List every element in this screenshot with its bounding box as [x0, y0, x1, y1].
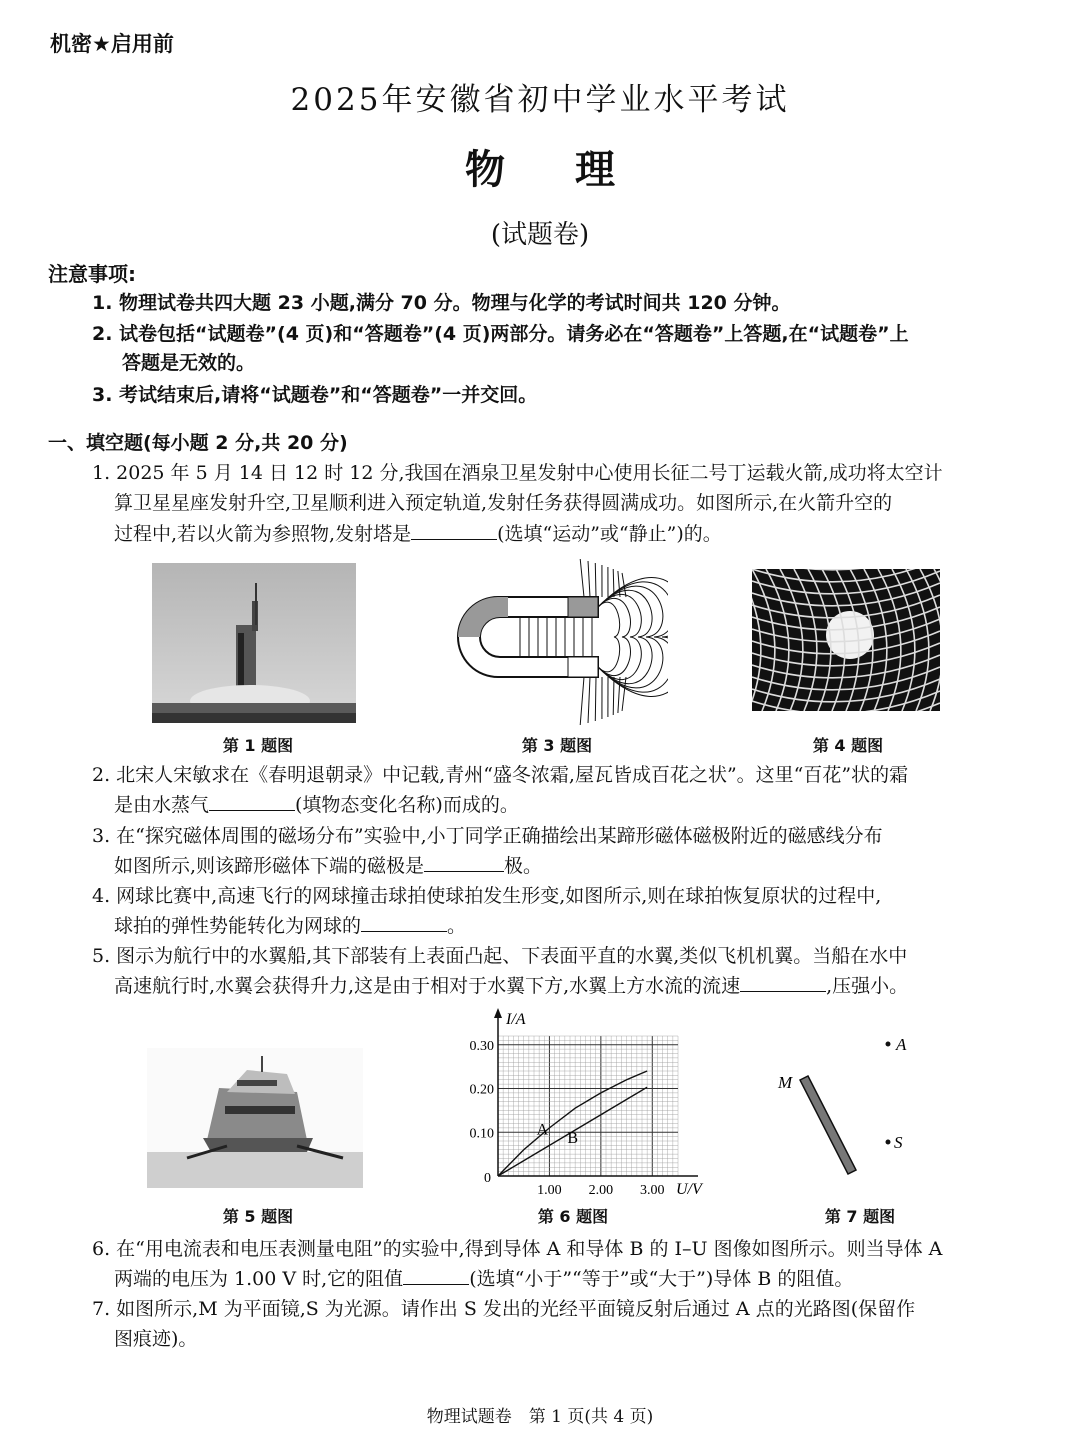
- question-3-line2: [114, 851, 542, 881]
- question-1-line1: 1. 2025 年 5 月 14 日 12 时 12 分,我国在酒泉卫星发射中心使用长征二号丁运载火箭,成功将太空计: [92, 462, 943, 484]
- question-5-line1: 5. 图示为航行中的水翼船,其下部装有上表面凸起、下表面平直的水翼,类似飞机机翼。当船在水中: [92, 945, 908, 967]
- field-line: [595, 677, 596, 721]
- figure-5-caption: 第 5 题图: [222, 1207, 294, 1226]
- question-2-line1: 2. 北宋人宋敏求在《春明退朝录》中记载,青州“盛冬浓霜,屋瓦皆成百花之状”。这里“百花”状的霜: [92, 764, 909, 786]
- y-tick-label: 0.20: [469, 1082, 494, 1098]
- subject-title: 物理: [465, 147, 685, 193]
- question-4-line1: 4. 网球比赛中,高速飞行的网球撞击球拍使球拍发生形变,如图所示,则在球拍恢复原状的过程中,: [92, 885, 882, 907]
- question-4-text-end: 。: [447, 915, 467, 937]
- x-tick-label: 3.00: [640, 1183, 665, 1198]
- field-line: [588, 561, 590, 597]
- answer-blank-6[interactable]: [403, 1266, 469, 1285]
- figure-3-caption: 第 3 题图: [521, 736, 593, 755]
- question-6-text-end: (选填“小于”“等于”或“大于”)导体 B 的阻值。: [469, 1268, 854, 1290]
- notice-heading: 注意事项:: [48, 262, 136, 286]
- field-line: [595, 563, 596, 597]
- question-4-text: 球拍的弹性势能转化为网球的: [114, 915, 362, 937]
- question-7-line2: 图痕迹)。: [114, 1328, 198, 1350]
- answer-blank-5[interactable]: [740, 973, 826, 992]
- chart-grid: [498, 1036, 678, 1176]
- y-tick-label: 0.30: [469, 1038, 494, 1054]
- iu-graph: [458, 1008, 708, 1208]
- light-source-label: S: [894, 1133, 903, 1152]
- y-axis-label: I/A: [506, 1011, 526, 1028]
- question-6-line2: [114, 1264, 853, 1294]
- notice-item-1: 1. 物理试卷共四大题 23 小题,满分 70 分。物理与化学的考试时间共 120 分钟。: [92, 292, 791, 314]
- question-1-text: 过程中,若以火箭为参照物,发射塔是: [114, 523, 412, 545]
- section-heading: 一、填空题(每小题 2 分,共 20 分): [48, 432, 348, 454]
- confidential-mark: 机密★启用前: [50, 32, 174, 56]
- question-5-text-end: ,压强小。: [826, 975, 909, 997]
- figure-7-caption: 第 7 题图: [824, 1207, 896, 1226]
- y-axis-arrow: [494, 1008, 502, 1018]
- question-6-text: 两端的电压为 1.00 V 时,它的阻值: [114, 1268, 404, 1290]
- question-3-line1: 3. 在“探究磁体周围的磁场分布”实验中,小丁同学正确描绘出某蹄形磁体磁极附近的磁感线分布: [92, 825, 883, 847]
- x-axis-label: U/V: [676, 1181, 702, 1198]
- question-1-line2: 算卫星星座发射升空,卫星顺利进入预定轨道,发射任务获得圆满成功。如图所示,在火箭升空的: [114, 492, 893, 514]
- horseshoe-magnet-diagram: [448, 553, 668, 731]
- question-6-line1: 6. 在“用电流表和电压表测量电阻”的实验中,得到导体 A 和导体 B 的 I–U 图像如图所示。则当导体 A: [92, 1238, 943, 1260]
- notice-item-2-cont: 答题是无效的。: [122, 352, 256, 374]
- field-line: [598, 602, 620, 672]
- hydrofoil-boat-photo: [147, 1048, 363, 1188]
- figure-1-caption: 第 1 题图: [222, 736, 294, 755]
- rocket-launch-photo: [152, 563, 356, 723]
- x-tick-label: 2.00: [588, 1183, 614, 1198]
- field-line: [580, 677, 584, 725]
- question-7-line1: 7. 如图所示,M 为平面镜,S 为光源。请作出 S 发出的光经平面镜反射后通过 A 点的光路图(保留作: [92, 1298, 916, 1320]
- field-line: [622, 677, 626, 711]
- answer-blank-1[interactable]: [411, 521, 497, 540]
- origin-label: 0: [484, 1171, 491, 1186]
- question-3-text: 如图所示,则该蹄形磁体下端的磁极是: [114, 855, 425, 877]
- notice-item-3: 3. 考试结束后,请将“试题卷”和“答题卷”一并交回。: [92, 384, 538, 406]
- point-a-dot: [886, 1042, 891, 1047]
- field-line: [618, 571, 620, 597]
- figure-6-caption: 第 6 题图: [537, 1207, 609, 1226]
- answer-blank-4[interactable]: [361, 913, 447, 932]
- field-line: [588, 677, 590, 723]
- series-label-A: A: [536, 1121, 549, 1139]
- question-4-line2: [114, 911, 466, 941]
- y-tick-label: 0.10: [469, 1126, 494, 1142]
- notice-item-2: 2. 试卷包括“试题卷”(4 页)和“答题卷”(4 页)两部分。请务必在“答题卷”上答题,在“试题卷”上: [92, 323, 909, 345]
- field-line: [598, 594, 641, 679]
- question-2-text: 是由水蒸气: [114, 794, 210, 816]
- x-tick-label: 1.00: [537, 1183, 562, 1198]
- field-line: [580, 559, 584, 597]
- page-footer: 物理试题卷 第 1 页(共 4 页): [426, 1407, 654, 1427]
- question-5-line2: [114, 971, 908, 1001]
- answer-blank-3[interactable]: [424, 853, 504, 872]
- light-source-dot: [886, 1140, 891, 1145]
- figure-4-caption: 第 4 题图: [812, 736, 884, 755]
- question-2-text-end: (填物态变化名称)而成的。: [295, 794, 519, 816]
- exam-title: 2025年安徽省初中学业水平考试: [290, 82, 790, 118]
- series-label-B: B: [567, 1130, 579, 1148]
- volume-label: (试题卷): [490, 220, 590, 250]
- field-lines: [520, 559, 668, 725]
- tennis-racket-photo: [752, 569, 940, 711]
- question-1-text-end: (选填“运动”或“静止”)的。: [497, 523, 722, 545]
- question-2-line2: [114, 790, 519, 820]
- field-line: [613, 677, 614, 715]
- point-a-label: A: [896, 1035, 907, 1054]
- question-5-text: 高速航行时,水翼会获得升力,这是由于相对于水翼下方,水翼上方水流的流速: [114, 975, 741, 997]
- question-1-line3: [114, 519, 722, 549]
- answer-blank-2[interactable]: [209, 792, 295, 811]
- plane-mirror-diagram: [770, 1030, 930, 1180]
- question-3-text-end: 极。: [504, 855, 543, 877]
- mirror-label: M: [778, 1073, 793, 1092]
